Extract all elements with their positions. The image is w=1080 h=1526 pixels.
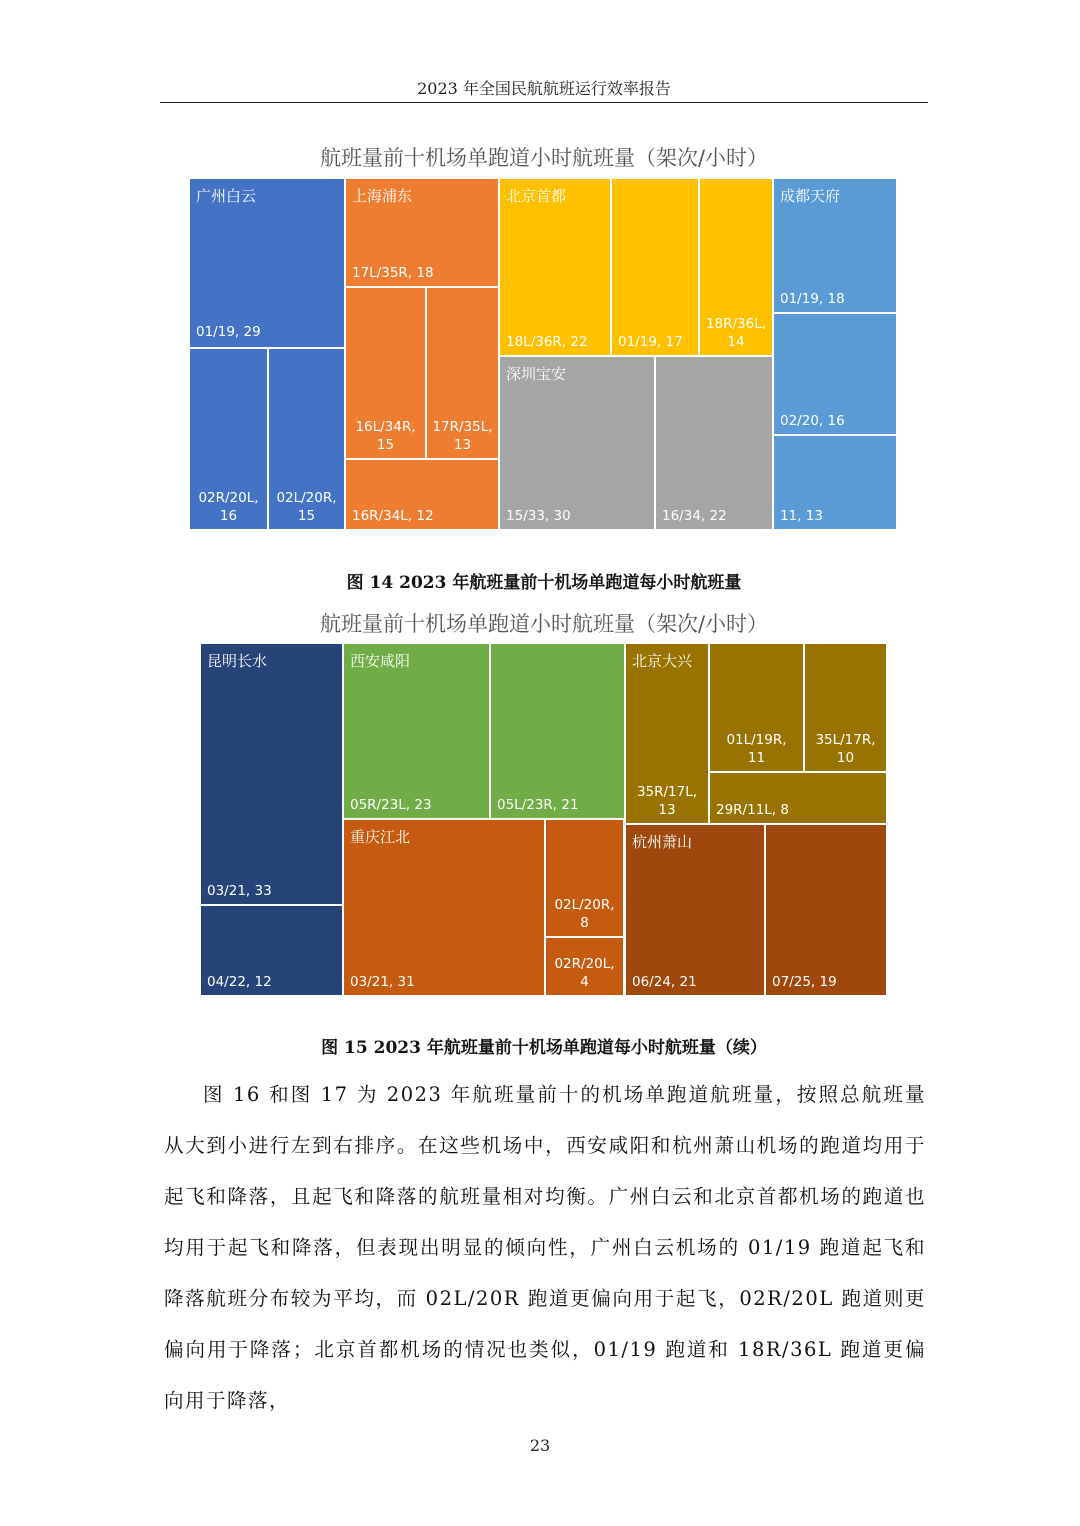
treemap-group-label: 上海浦东	[352, 187, 413, 205]
treemap-cell	[765, 824, 887, 996]
treemap-group-label: 西安咸阳	[350, 652, 411, 670]
page-header-title: 2023 年全国民航航班运行效率报告	[417, 79, 671, 98]
treemap-cell	[200, 643, 343, 905]
treemap-leaf-label: 35R/17L, 13	[636, 784, 698, 818]
treemap-leaf-label: 05R/23L, 23	[350, 797, 432, 813]
treemap-cell	[189, 348, 268, 530]
treemap-leaf-label: 16/34, 22	[662, 508, 727, 524]
treemap-leaf-label: 16L/34R, 15	[355, 419, 416, 453]
treemap-cell	[345, 178, 499, 287]
treemap-cell	[773, 178, 897, 313]
treemap-leaf-label: 02R/20L, 16	[198, 490, 259, 524]
treemap-cell	[343, 819, 545, 996]
chart1-treemap	[189, 178, 897, 530]
chart2-caption: 图 15 2023 年航班量前十机场单跑道每小时航班量（续）	[321, 1038, 767, 1058]
treemap-cell	[545, 819, 624, 937]
chart2-treemap	[200, 643, 887, 996]
treemap-leaf-label: 15/33, 30	[506, 508, 571, 524]
treemap-group-label: 成都天府	[780, 187, 841, 205]
treemap-cell	[268, 348, 345, 530]
treemap-leaf-label: 04/22, 12	[207, 974, 272, 990]
treemap-cell	[426, 287, 499, 459]
treemap-leaf-label: 35L/17R, 10	[815, 732, 876, 766]
treemap-cell	[345, 287, 426, 459]
treemap-cell	[699, 178, 773, 356]
treemap-cell	[545, 937, 624, 996]
treemap-leaf-label: 18R/36L, 14	[705, 316, 767, 350]
treemap-leaf-label: 02L/20R, 8	[554, 897, 615, 931]
header-divider	[160, 102, 928, 103]
treemap-leaf-label: 29R/11L, 8	[716, 802, 789, 818]
treemap-cell	[189, 178, 345, 348]
treemap-leaf-label: 01/19, 29	[196, 324, 261, 340]
treemap-leaf-label: 01L/19R, 11	[726, 732, 787, 766]
treemap-leaf-label: 05L/23R, 21	[497, 797, 579, 813]
treemap-cell	[200, 905, 343, 996]
treemap-leaf-label: 02L/20R, 15	[276, 490, 337, 524]
treemap-cell	[773, 313, 897, 435]
treemap-group-label: 北京首都	[506, 187, 567, 205]
treemap-leaf-label: 11, 13	[780, 508, 823, 524]
treemap-cell	[499, 178, 611, 356]
treemap-leaf-label: 18L/36R, 22	[506, 334, 588, 350]
treemap-cell	[343, 643, 490, 819]
treemap-cell	[611, 178, 699, 356]
treemap-group-label: 广州白云	[196, 187, 257, 205]
treemap-leaf-label: 01/19, 17	[618, 334, 683, 350]
treemap-cell	[804, 643, 887, 772]
treemap-group-label: 深圳宝安	[506, 365, 567, 383]
page-number: 23	[529, 1436, 551, 1455]
treemap-cell	[625, 824, 765, 996]
treemap-cell	[655, 356, 773, 530]
treemap-cell	[345, 459, 499, 530]
treemap-group-label: 杭州萧山	[632, 833, 693, 851]
treemap-leaf-label: 16R/34L, 12	[352, 508, 434, 524]
chart2-title: 航班量前十机场单跑道小时航班量（架次/小时）	[319, 612, 769, 636]
treemap-cell	[709, 643, 804, 772]
treemap-leaf-label: 06/24, 21	[632, 974, 697, 990]
treemap-group-label: 昆明长水	[207, 652, 268, 670]
body-paragraph: 图 16 和图 17 为 2023 年航班量前十的机场单跑道航班量，按照总航班量从大到小进行左到右排序。在这些机场中，西安咸阳和杭州萧山机场的跑道均用于起飞和降落，且起飞和降落的航班量相对均衡。广州白云和北京首都机场的跑道也均用于起飞和降落，但表现出明显的倾向性，广州白云机场的 01/19 跑道起飞和降落航班分布较为平均，而 02L/20R 跑道更偏向用于起飞，02R/20L 跑道则更偏向用于降落；北京首都机场的情况也类似，01/19 跑道和 18R/36L 跑道更偏向用于降落，	[164, 1083, 926, 1412]
treemap-cell	[773, 435, 897, 530]
treemap-leaf-label: 03/21, 33	[207, 883, 272, 899]
treemap-cell	[490, 643, 625, 819]
chart1-caption: 图 14 2023 年航班量前十机场单跑道每小时航班量	[346, 573, 742, 593]
treemap-cell	[625, 643, 709, 824]
treemap-cell	[499, 356, 655, 530]
body-paragraph-block	[164, 1069, 926, 1426]
treemap-leaf-label: 01/19, 18	[780, 291, 845, 307]
treemap-leaf-label: 17L/35R, 18	[352, 265, 434, 281]
treemap-leaf-label: 02R/20L, 4	[554, 956, 615, 990]
treemap-leaf-label: 17R/35L, 13	[432, 419, 493, 453]
treemap-cell	[709, 772, 887, 824]
treemap-group-label: 重庆江北	[350, 828, 411, 846]
treemap-leaf-label: 02/20, 16	[780, 413, 845, 429]
treemap-group-label: 北京大兴	[632, 652, 693, 670]
treemap-leaf-label: 07/25, 19	[772, 974, 837, 990]
chart1-title: 航班量前十机场单跑道小时航班量（架次/小时）	[319, 146, 769, 170]
treemap-leaf-label: 03/21, 31	[350, 974, 415, 990]
